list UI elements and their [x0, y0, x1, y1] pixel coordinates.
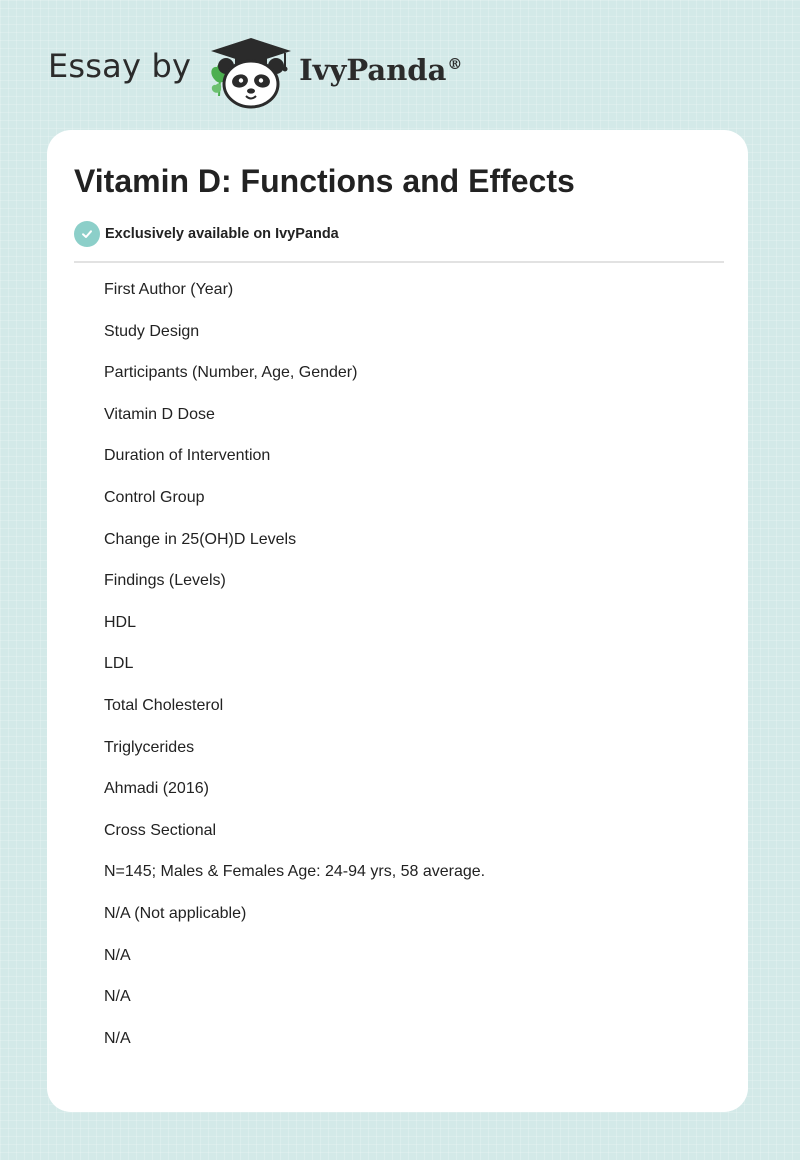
check-circle-icon [74, 221, 100, 247]
essay-line: Findings (Levels) [104, 572, 226, 590]
essay-line: Study Design [104, 322, 200, 340]
essay-line: Control Group [104, 488, 205, 506]
essay-line: Ahmadi (2016) [104, 780, 209, 798]
essay-line: Change in 25(OH)D Levels [104, 530, 297, 548]
exclusive-badge [74, 221, 339, 247]
essay-line: Participants (Number, Age, Gender) [104, 364, 358, 382]
essay-line: Duration of Intervention [104, 447, 271, 465]
essay-line: N/A [104, 1029, 131, 1047]
essay-line: N=145; Males & Females Age: 24-94 yrs, 58 average. [104, 863, 486, 881]
essay-line: N/A (Not applicable) [104, 904, 247, 922]
page-title: Vitamin D: Functions and Effects [74, 163, 575, 199]
panda-graduate-logo-icon[interactable] [205, 34, 297, 110]
essay-line: N/A [104, 946, 131, 964]
exclusive-label: Exclusively available on IvyPanda [105, 226, 339, 242]
brand-prefix: Essay by [48, 47, 192, 85]
registered-mark: ® [447, 55, 463, 74]
essay-line: LDL [104, 655, 134, 673]
brand-name[interactable] [299, 53, 462, 87]
essay-line: HDL [104, 613, 137, 631]
essay-line: Total Cholesterol [104, 696, 224, 714]
essay-line: Cross Sectional [104, 821, 217, 839]
essay-line: Vitamin D Dose [104, 405, 215, 423]
essay-card [47, 130, 748, 1112]
essay-line: Triglycerides [104, 738, 195, 756]
site-header [48, 34, 462, 110]
essay-line: N/A [104, 988, 131, 1006]
essay-line: First Author (Year) [104, 281, 234, 298]
essay-lines [104, 279, 485, 1069]
brand-name-text: IvyPanda [299, 53, 447, 87]
title-divider [74, 261, 724, 263]
